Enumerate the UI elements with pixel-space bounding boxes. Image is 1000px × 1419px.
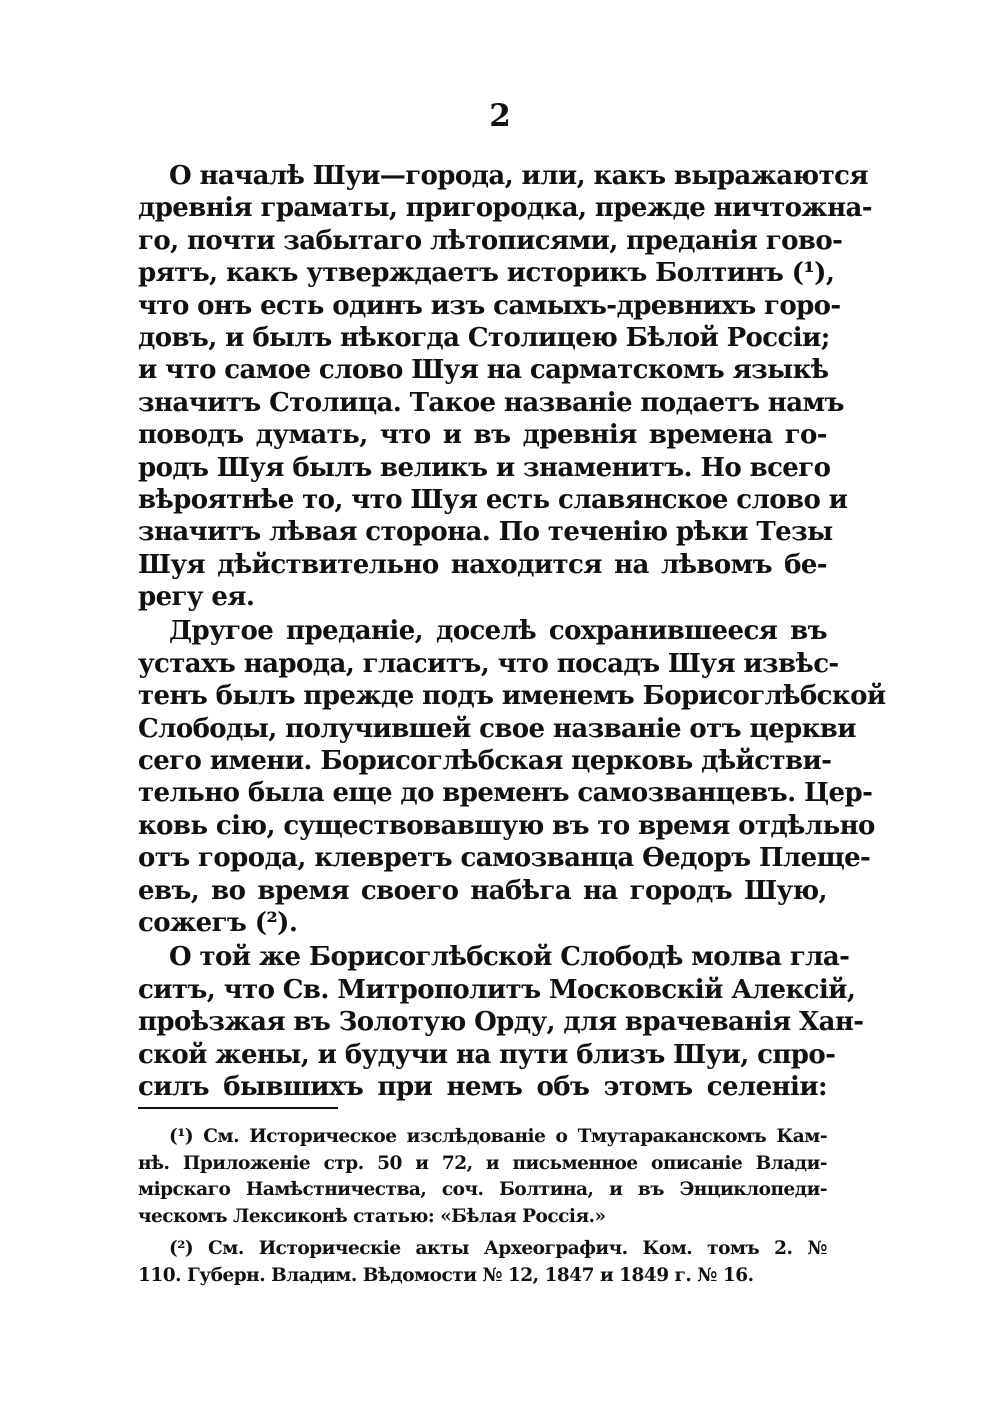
text-line: сего имени. Борисоглѣбская церковь дѣйстви- xyxy=(138,746,832,777)
main-text xyxy=(138,160,886,1103)
text-line: древнія граматы, пригородка, прежде ничтожна- xyxy=(138,193,872,224)
text-line: Другое преданіе, доселѣ сохранившееся въ xyxy=(169,616,827,647)
text-line: тельно была еще до временъ самозванцевъ. Цер- xyxy=(138,778,873,809)
text-line: Слободы, получившей свое названіе отъ церкви xyxy=(138,713,856,744)
page-number: 2 xyxy=(489,98,511,134)
footnote-line: (²) См. Историческіе акты Археографич. Ком. томъ 2. № xyxy=(169,1238,827,1259)
footnote-1 xyxy=(138,1124,827,1230)
footnote-line: (¹) См. Историческое изслѣдованіе о Тмутараканскомъ Кам- xyxy=(169,1126,827,1147)
text-line: евъ, во время своего набѣга на городъ Шую, xyxy=(138,875,827,906)
text-line: тенъ былъ прежде подъ именемъ Борисоглѣбской xyxy=(138,681,886,712)
text-line: родъ Шуя былъ великъ и знаменитъ. Но всего xyxy=(138,452,831,483)
footnote-line: нѣ. Приложеніе стр. 50 и 72, и письменное описаніе Влади- xyxy=(138,1152,827,1174)
text-line: силъ бывшихъ при немъ объ этомъ селеніи: xyxy=(138,1071,827,1102)
text-line: проѣзжая въ Золотую Орду, для врачеванія Хан- xyxy=(138,1007,864,1038)
text-line: регу ея. xyxy=(138,582,255,613)
text-line: ковь сію, существовавшую въ то время отдѣльно xyxy=(138,810,875,841)
text-line: ситъ, что Св. Митрополитъ Московскій Алексій, xyxy=(138,974,856,1005)
text-line: сожегъ (²). xyxy=(138,907,298,938)
footnote-2 xyxy=(138,1236,827,1289)
text-line: и что самое слово Шуя на сарматскомъ языкѣ xyxy=(138,355,829,386)
text-line: Шуя дѣйствительно находится на лѣвомъ бе- xyxy=(138,549,827,580)
text-line: вѣроятнѣе то, что Шуя есть славянское слово и xyxy=(138,484,848,515)
paragraph-2 xyxy=(138,615,886,939)
text-line: значитъ лѣвая сторона. По теченію рѣки Тезы xyxy=(138,517,833,548)
text-line: отъ города, клевретъ самозванца Ѳедоръ Плеще- xyxy=(138,843,871,874)
footnote-line: мірскаго Намѣстничества, соч. Болтина, и въ Энциклопеди- xyxy=(138,1179,827,1200)
text-line: довъ, и былъ нѣкогда Столицею Бѣлой Россіи; xyxy=(138,322,830,353)
paragraph-3 xyxy=(138,941,864,1103)
text-line: значитъ Столица. Такое названіе подаетъ намъ xyxy=(138,387,844,418)
text-line: О началѣ Шуи—города, или, какъ выражаются xyxy=(169,161,868,191)
footnotes xyxy=(138,1124,827,1289)
text-line: что онъ есть одинъ изъ самыхъ-древнихъ горо- xyxy=(138,290,841,321)
footnote-divider xyxy=(138,1107,338,1109)
text-line: го, почти забытаго лѣтописями, преданія гово- xyxy=(138,225,843,256)
text-line: устахъ народа, гласитъ, что посадъ Шуя извѣс- xyxy=(138,648,839,679)
text-line: ской жены, и будучи на пути близъ Шуи, спро- xyxy=(138,1039,836,1070)
footnote-line: 110. Губерн. Владим. Вѣдомости № 12, 1847 и 1849 г. № 16. xyxy=(138,1264,754,1286)
footnote-line: ческомъ Лексиконѣ статью: «Бѣлая Россія.» xyxy=(138,1205,606,1227)
text-line: О той же Борисоглѣбской Слободѣ молва гла- xyxy=(169,942,850,973)
text-line: рятъ, какъ утверждаетъ историкъ Болтинъ (¹), xyxy=(138,258,835,289)
paragraph-1 xyxy=(138,160,872,613)
text-line: поводъ думать, что и въ древнія времена го- xyxy=(138,420,827,451)
